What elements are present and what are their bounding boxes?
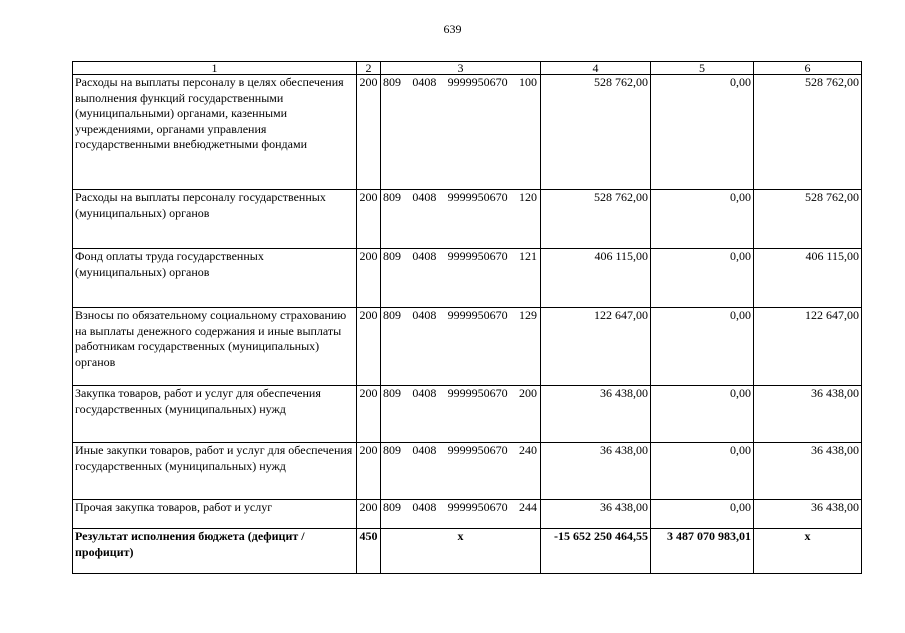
row-article-code: 9999950670 bbox=[447, 386, 508, 400]
row-section-code: 0408 bbox=[412, 386, 437, 400]
table-row bbox=[73, 190, 862, 249]
row-executed: 0,00 bbox=[651, 75, 754, 190]
row-article-code: 9999950670 bbox=[447, 249, 508, 263]
row-budget-code bbox=[381, 500, 541, 529]
column-header-5: 5 bbox=[651, 62, 754, 75]
row-line-code: 200 bbox=[357, 443, 381, 500]
total-approved: -15 652 250 464,55 bbox=[541, 529, 651, 574]
row-ministry-code: 809 bbox=[383, 308, 401, 322]
row-budget-code bbox=[381, 443, 541, 500]
row-section-code: 0408 bbox=[412, 308, 437, 322]
row-ministry-code: 809 bbox=[383, 249, 401, 263]
row-approved: 528 762,00 bbox=[541, 190, 651, 249]
row-executed: 0,00 bbox=[651, 249, 754, 308]
row-article-code: 9999950670 bbox=[447, 190, 508, 204]
row-approved: 122 647,00 bbox=[541, 308, 651, 386]
row-type-code: 200 bbox=[518, 386, 537, 400]
row-article-code: 9999950670 bbox=[447, 443, 508, 457]
row-article-code: 9999950670 bbox=[447, 500, 508, 514]
row-line-code: 200 bbox=[357, 386, 381, 443]
row-budget-code bbox=[381, 308, 541, 386]
row-name: Прочая закупка товаров, работ и услуг bbox=[73, 500, 357, 529]
row-type-code: 120 bbox=[518, 190, 537, 204]
column-header-3: 3 bbox=[381, 62, 541, 75]
row-budget-code bbox=[381, 190, 541, 249]
row-ministry-code: 809 bbox=[383, 386, 401, 400]
row-budget-code bbox=[381, 386, 541, 443]
row-approved: 406 115,00 bbox=[541, 249, 651, 308]
row-line-code: 200 bbox=[357, 500, 381, 529]
row-unexecuted: 528 762,00 bbox=[754, 190, 862, 249]
table-row bbox=[73, 75, 862, 190]
row-unexecuted: 528 762,00 bbox=[754, 75, 862, 190]
row-name: Взносы по обязательному социальному страхованию на выплаты денежного содержания и иные выплаты работникам государственных (муниципальных) органов bbox=[73, 308, 357, 386]
row-approved: 36 438,00 bbox=[541, 500, 651, 529]
row-name: Расходы на выплаты персоналу в целях обеспечения выполнения функций государственными (муниципальными) органами, казенными учреждениями, органами управления государственными внебюджетными фондами bbox=[73, 75, 357, 190]
table-row bbox=[73, 249, 862, 308]
table-row bbox=[73, 386, 862, 443]
header-row bbox=[73, 62, 862, 75]
row-executed: 0,00 bbox=[651, 500, 754, 529]
row-name: Фонд оплаты труда государственных (муниципальных) органов bbox=[73, 249, 357, 308]
row-section-code: 0408 bbox=[412, 249, 437, 263]
row-section-code: 0408 bbox=[412, 190, 437, 204]
row-executed: 0,00 bbox=[651, 386, 754, 443]
row-type-code: 244 bbox=[518, 500, 537, 514]
row-article-code: 9999950670 bbox=[447, 75, 508, 89]
total-executed: 3 487 070 983,01 bbox=[651, 529, 754, 574]
row-name: Иные закупки товаров, работ и услуг для обеспечения государственных (муниципальных) нужд bbox=[73, 443, 357, 500]
total-budget-code: x bbox=[381, 529, 541, 574]
row-approved: 36 438,00 bbox=[541, 386, 651, 443]
row-line-code: 200 bbox=[357, 308, 381, 386]
budget-execution-table bbox=[72, 61, 862, 574]
row-unexecuted: 36 438,00 bbox=[754, 443, 862, 500]
row-approved: 528 762,00 bbox=[541, 75, 651, 190]
row-unexecuted: 406 115,00 bbox=[754, 249, 862, 308]
total-row bbox=[73, 529, 862, 574]
row-executed: 0,00 bbox=[651, 308, 754, 386]
row-executed: 0,00 bbox=[651, 190, 754, 249]
row-executed: 0,00 bbox=[651, 443, 754, 500]
row-line-code: 200 bbox=[357, 249, 381, 308]
row-name: Расходы на выплаты персоналу государственных (муниципальных) органов bbox=[73, 190, 357, 249]
row-budget-code bbox=[381, 249, 541, 308]
column-header-2: 2 bbox=[357, 62, 381, 75]
row-approved: 36 438,00 bbox=[541, 443, 651, 500]
row-budget-code bbox=[381, 75, 541, 190]
row-section-code: 0408 bbox=[412, 443, 437, 457]
row-line-code: 200 bbox=[357, 75, 381, 190]
row-type-code: 100 bbox=[518, 75, 537, 89]
row-section-code: 0408 bbox=[412, 500, 437, 514]
row-unexecuted: 122 647,00 bbox=[754, 308, 862, 386]
row-type-code: 129 bbox=[518, 308, 537, 322]
row-name: Закупка товаров, работ и услуг для обеспечения государственных (муниципальных) нужд bbox=[73, 386, 357, 443]
row-section-code: 0408 bbox=[412, 75, 437, 89]
table-row bbox=[73, 443, 862, 500]
row-ministry-code: 809 bbox=[383, 75, 401, 89]
table-row bbox=[73, 308, 862, 386]
column-header-1: 1 bbox=[73, 62, 357, 75]
row-unexecuted: 36 438,00 bbox=[754, 500, 862, 529]
page-number: 639 bbox=[443, 22, 462, 36]
row-ministry-code: 809 bbox=[383, 500, 401, 514]
total-line-code: 450 bbox=[357, 529, 381, 574]
row-unexecuted: 36 438,00 bbox=[754, 386, 862, 443]
row-type-code: 121 bbox=[518, 249, 537, 263]
row-line-code: 200 bbox=[357, 190, 381, 249]
row-ministry-code: 809 bbox=[383, 190, 401, 204]
total-unexecuted: x bbox=[754, 529, 862, 574]
row-ministry-code: 809 bbox=[383, 443, 401, 457]
table-row bbox=[73, 500, 862, 529]
column-header-6: 6 bbox=[754, 62, 862, 75]
total-name: Результат исполнения бюджета (дефицит / профицит) bbox=[73, 529, 357, 574]
row-article-code: 9999950670 bbox=[447, 308, 508, 322]
row-type-code: 240 bbox=[518, 443, 537, 457]
column-header-4: 4 bbox=[541, 62, 651, 75]
